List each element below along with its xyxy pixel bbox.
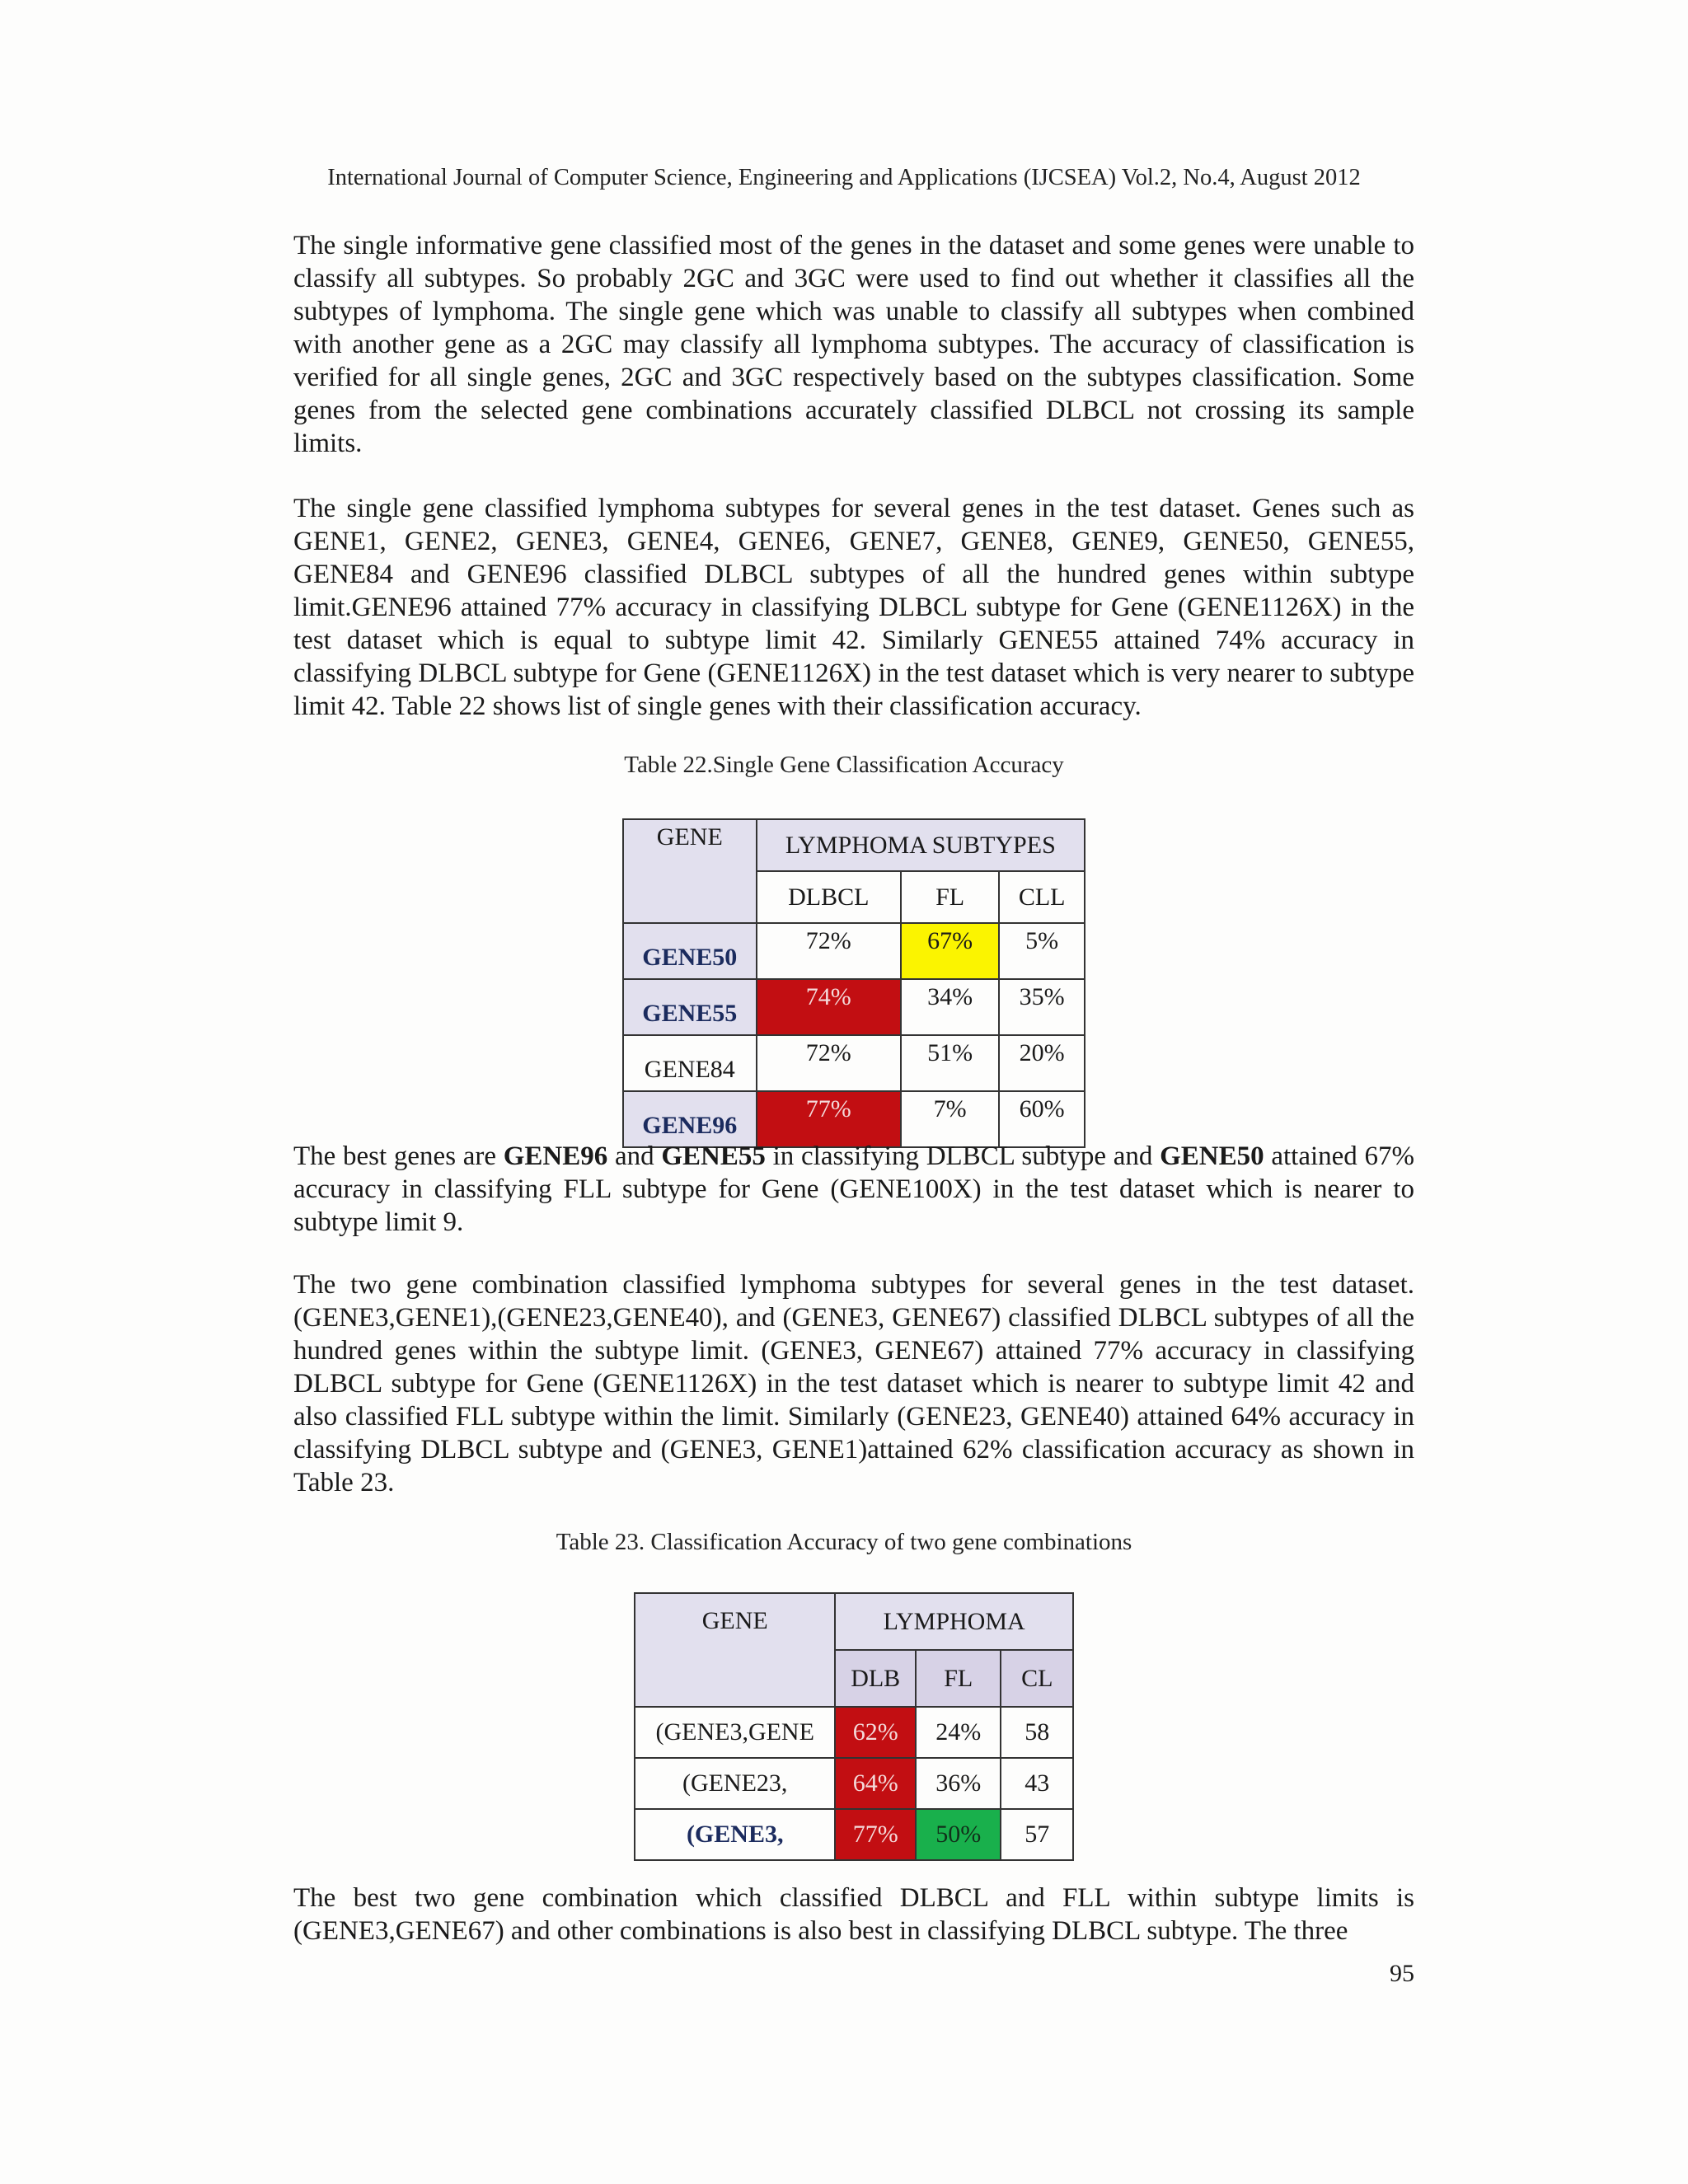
table-22-cll-cell: 5% [999, 923, 1085, 979]
table-22-fl-cell: 51% [901, 1035, 999, 1091]
page-number: 95 [1390, 1960, 1414, 1987]
table-22-cll-cell: 20% [999, 1035, 1085, 1091]
table-22-subheader-cll: CLL [999, 871, 1085, 923]
paragraph-4: The two gene combination classified lymphoma subtypes for several genes in the test dataset. (GENE3,GENE1),(GENE23,GENE40), and (GENE3, GENE67) classified DLBCL subtypes of all the hundred genes within the subtype limit. (GENE3, GENE67) attained 77% accuracy in classifying DLBCL subtype for Gene (GENE1126X) in the test dataset which is nearer to subtype limit 42 and also classified FLL subtype within the limit. Similarly (GENE23, GENE40) attained 64% accuracy in classifying DLBCL subtype and (GENE3, GENE1)attained 62% classification accuracy as shown in Table 23. [293, 1270, 1414, 1497]
table-row [635, 1809, 1073, 1860]
table-23-caption: Table 23. Classification Accuracy of two gene combinations [556, 1529, 1132, 1555]
table-22-cll-cell: 35% [999, 979, 1085, 1035]
table-22-dlbcl-cell: 72% [757, 923, 901, 979]
table-23-gene-cell: (GENE3,GENE [635, 1707, 835, 1758]
p3-bold-gene96: GENE96 [503, 1141, 608, 1171]
table-22-gene-cell: GENE55 [623, 979, 757, 1035]
table-row [635, 1758, 1073, 1809]
paragraph-5: The best two gene combination which classified DLBCL and FLL within subtype limits is (GENE3,GENE67) and other combinations is also best in classifying DLBCL subtype. The three [293, 1883, 1414, 1946]
table-23-cl-cell: 57 [1001, 1809, 1073, 1860]
table-22-gene-cell: GENE84 [623, 1035, 757, 1091]
table-22-group-header: LYMPHOMA SUBTYPES [757, 819, 1085, 871]
table-row [623, 1035, 1085, 1091]
table-22-gene-cell: GENE96 [623, 1091, 757, 1147]
paragraph-1: The single informative gene classified most of the genes in the dataset and some genes were unable to classify all subtypes. So probably 2GC and 3GC were used to find out whether it classifies all the subtypes of lymphoma. The single gene which was unable to classify all subtypes when combined with another gene as a 2GC may classify all lymphoma subtypes. The accuracy of classification is verified for all single genes, 2GC and 3GC respectively based on the subtypes classification. Some genes from the selected gene combinations accurately classified DLBCL not crossing its sample limits. [293, 231, 1414, 458]
table-23-dlb-cell-highlight: 62% [835, 1707, 916, 1758]
table-22-subheader-fl: FL [901, 871, 999, 923]
table-23-fl-cell: 36% [916, 1758, 1001, 1809]
p3-text-1: The best genes are [293, 1141, 504, 1171]
table-23-fl-cell-highlight: 50% [916, 1809, 1001, 1860]
table-row [623, 979, 1085, 1035]
table-23-gene-cell: (GENE3, [635, 1809, 835, 1860]
table-22-subheader-dlbcl: DLBCL [757, 871, 901, 923]
table-23-dlb-cell-highlight: 77% [835, 1809, 916, 1860]
table-22-gene-header: GENE [623, 819, 757, 923]
table-row [623, 923, 1085, 979]
table-23 [634, 1592, 1074, 1861]
table-22-caption: Table 22.Single Gene Classification Accuracy [624, 752, 1064, 778]
table-22 [622, 818, 1085, 1148]
p3-text-2: and [607, 1141, 662, 1171]
table-23-dlb-cell-highlight: 64% [835, 1758, 916, 1809]
paragraph-2: The single gene classified lymphoma subtypes for several genes in the test dataset. Genes such as GENE1, GENE2, GENE3, GENE4, GENE6, GENE7, GENE8, GENE9, GENE50, GENE55, GENE84 and GENE96 classified DLBCL subtypes of all the hundred genes within subtype limit.GENE96 attained 77% accuracy in classifying DLBCL subtype for Gene (GENE1126X) in the test dataset which is equal to subtype limit 42. Similarly GENE55 attained 74% accuracy in classifying DLBCL subtype for Gene (GENE1126X) in the test dataset which is very nearer to subtype limit 42. Table 22 shows list of single genes with their classification accuracy. [293, 494, 1414, 721]
table-22-fl-cell-highlight: 67% [901, 923, 999, 979]
table-row [635, 1707, 1073, 1758]
table-22-dlbcl-cell-highlight: 74% [757, 979, 901, 1035]
table-23-fl-cell: 24% [916, 1707, 1001, 1758]
p3-bold-gene50: GENE50 [1160, 1141, 1264, 1171]
table-23-gene-header: GENE [635, 1593, 835, 1707]
table-23-cl-cell: 43 [1001, 1758, 1073, 1809]
table-22-fl-cell: 7% [901, 1091, 999, 1147]
table-23-group-header: LYMPHOMA [835, 1593, 1073, 1650]
paragraph-3 [293, 1140, 1414, 1239]
p3-text-3: in classifying DLBCL subtype and [765, 1141, 1160, 1171]
p3-text-4: attained 67% accuracy in classifying FLL subtype for Gene (GENE100X) in the test dataset which is nearer to subtype limit 9. [293, 1141, 1415, 1237]
table-23-subheader-dlb: DLB [835, 1650, 916, 1707]
journal-header: International Journal of Computer Science, Engineering and Applications (IJCSEA) Vol.2, No.4, August 2012 [327, 165, 1361, 190]
table-23-cl-cell: 58 [1001, 1707, 1073, 1758]
table-23-subheader-cl: CL [1001, 1650, 1073, 1707]
table-22-fl-cell: 34% [901, 979, 999, 1035]
table-22-dlbcl-cell-highlight: 77% [757, 1091, 901, 1147]
table-23-subheader-fl: FL [916, 1650, 1001, 1707]
table-23-gene-cell: (GENE23, [635, 1758, 835, 1809]
table-22-cll-cell: 60% [999, 1091, 1085, 1147]
p3-bold-gene55: GENE55 [661, 1141, 766, 1171]
table-22-dlbcl-cell: 72% [757, 1035, 901, 1091]
table-22-gene-cell: GENE50 [623, 923, 757, 979]
table-row [623, 1091, 1085, 1147]
